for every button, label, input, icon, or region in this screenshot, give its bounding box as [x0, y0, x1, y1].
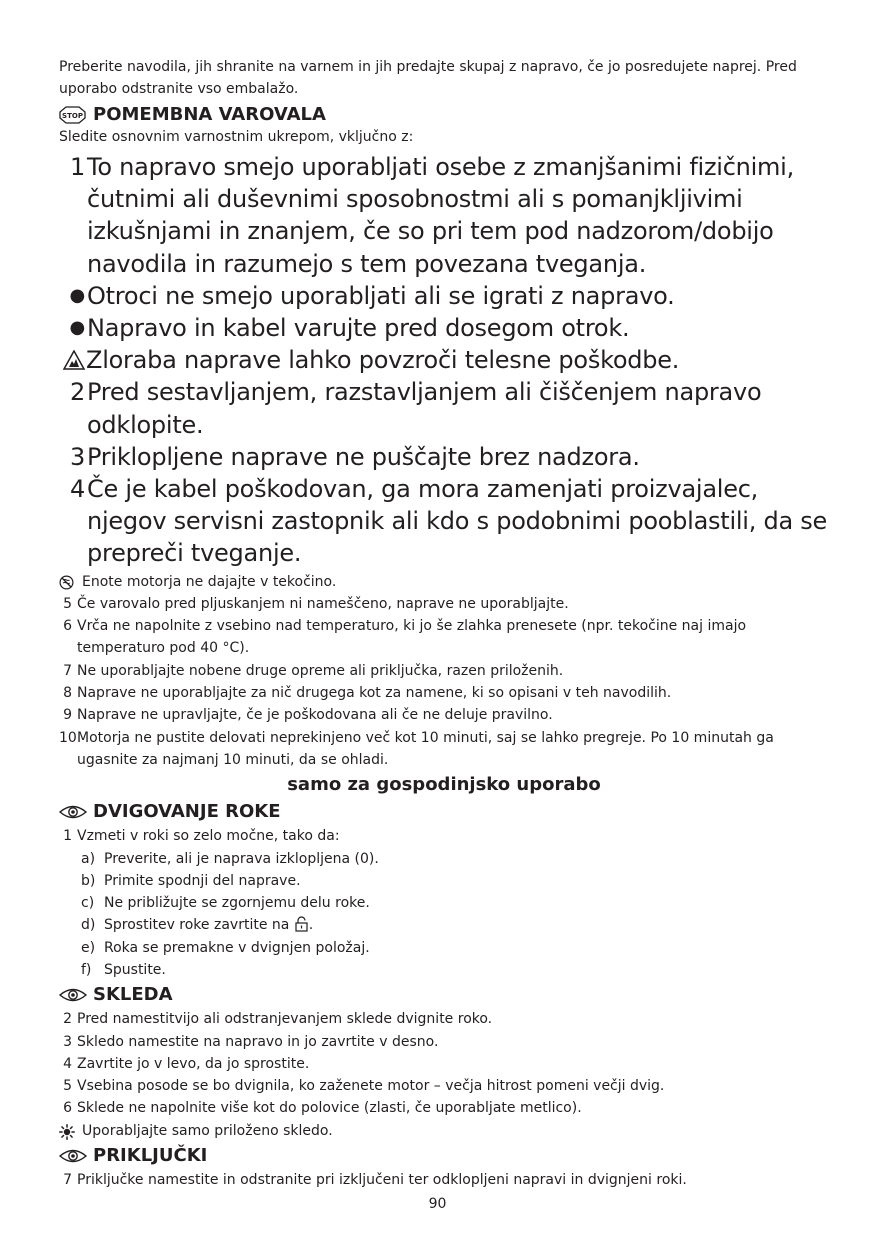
safety-subheading: Sledite osnovnim varnostnim ukrepom, vključno z: — [59, 128, 414, 145]
list-item — [59, 1120, 829, 1142]
item-text: Ne približujte se zgornjemu delu roke. — [104, 895, 370, 912]
list-item — [59, 312, 829, 344]
item-text: Če varovalo pred pljuskanjem ni nameščeno, naprave ne uporabljajte. — [77, 595, 569, 612]
unlock-icon — [295, 916, 308, 932]
eye-icon — [59, 987, 87, 1003]
item-number: 6 — [63, 1100, 72, 1117]
item-number: 4 — [69, 474, 85, 503]
list-item — [59, 151, 829, 280]
list-item — [59, 1031, 829, 1053]
manual-page — [59, 56, 829, 1191]
no-liquid-icon — [59, 571, 81, 590]
arm-heading-text: DVIGOVANJE ROKE — [93, 801, 281, 823]
item-text: Naprave ne uporabljajte za nič drugega kot za namene, ki so opisani v teh navodilih. — [77, 685, 672, 702]
eye-icon — [59, 1148, 87, 1164]
item-text: Roka se premakne v dvignjen položaj. — [104, 939, 370, 956]
eye-icon — [59, 804, 87, 820]
attachments-heading-text: PRIKLJUČKI — [93, 1145, 208, 1167]
list-item — [59, 1097, 829, 1119]
list-item — [59, 376, 829, 440]
sub-item-marker: e) — [81, 939, 96, 956]
item-text: Zavrtite jo v levo, da jo sprostite. — [77, 1055, 310, 1072]
item-text: Če je kabel poškodovan, ga mora zamenjati proizvajalec, njegov servisni zastopnik ali kdo s podobnimi pooblastili, da se prepreči tveganje. — [87, 474, 828, 568]
page-number: 90 — [428, 1196, 447, 1212]
list-item — [59, 473, 829, 570]
item-number: 6 — [63, 618, 72, 635]
warning-icon — [59, 344, 85, 370]
item-text: Spustite. — [104, 961, 166, 978]
list-item — [59, 825, 829, 847]
list-item — [59, 441, 829, 473]
item-text: Primite spodnji del naprave. — [104, 872, 301, 889]
bullet: ● — [69, 284, 85, 306]
item-text: Enote motorja ne dajajte v tekočino. — [82, 573, 337, 590]
list-item — [59, 727, 829, 772]
item-text: Sklede ne napolnite više kot do polovice (zlasti, če uporabljate metlico). — [77, 1100, 582, 1117]
list-item — [59, 571, 829, 593]
stop-icon — [59, 106, 87, 124]
attachments-heading — [59, 1143, 829, 1169]
list-item — [59, 660, 829, 682]
svg-text:STOP: STOP — [62, 111, 83, 120]
item-number: 1 — [63, 828, 72, 845]
sub-item-marker: a) — [81, 850, 96, 867]
bowl-list — [59, 1008, 829, 1142]
item-number: 4 — [63, 1055, 72, 1072]
large-safety-list — [59, 151, 829, 570]
item-text: Vrča ne napolnite z vsebino nad temperaturo, ki jo še zlahka prenesete (npr. tekočine naj imajo temperaturo pod 40 °C). — [77, 618, 747, 657]
item-number: 1 — [69, 152, 85, 181]
item-number: 9 — [63, 707, 72, 724]
bowl-heading-text: SKLEDA — [93, 984, 173, 1006]
item-number: 3 — [69, 442, 85, 471]
item-number: 5 — [63, 1078, 72, 1095]
item-text: Uporabljajte samo priloženo skledo. — [82, 1122, 333, 1139]
sub-item — [59, 959, 829, 981]
list-item — [59, 344, 829, 376]
sub-item-marker: d) — [81, 917, 96, 934]
item-text-main: Sprostitev roke zavrtite na — [104, 917, 290, 934]
list-item — [59, 1169, 829, 1191]
sub-item — [59, 870, 829, 892]
item-text: Vzmeti v roki so zelo močne, tako da: — [77, 828, 340, 845]
sub-item — [59, 848, 829, 870]
arm-heading — [59, 799, 829, 825]
sun-icon — [59, 1120, 81, 1140]
item-number: 8 — [63, 685, 72, 702]
household-use-note: samo za gospodinjsko uporabo — [287, 774, 601, 796]
item-text: Motorja ne pustite delovati neprekinjeno več kot 10 minuti, saj se lahko pregreje. Po 10 minutah ga ugasnite za najmanj 10 minuti, da se ohladi. — [77, 729, 774, 768]
safety-heading — [59, 102, 829, 128]
item-number: 5 — [63, 595, 72, 612]
safety-heading-text: POMEMBNA VAROVALA — [93, 103, 326, 125]
list-item — [59, 1053, 829, 1075]
item-text: Pred namestitvijo ali odstranjevanjem sklede dvignite roko. — [77, 1011, 493, 1028]
item-text: Priklopljene naprave ne puščajte brez nadzora. — [87, 442, 640, 471]
list-item — [59, 615, 829, 660]
sub-item-marker: c) — [81, 895, 95, 912]
item-text: Zloraba naprave lahko povzroči telesne poškodbe. — [86, 346, 680, 375]
intro-text: Preberite navodila, jih shranite na varnem in jih predajte skupaj z napravo, če jo posredujete naprej. Pred uporabo odstranite vso embalažo. — [59, 59, 797, 98]
item-number: 7 — [63, 1172, 72, 1189]
item-number: 2 — [63, 1011, 72, 1028]
item-text: Pred sestavljanjem, razstavljanjem ali čiščenjem napravo odklopite. — [87, 378, 762, 439]
item-number: 2 — [69, 378, 85, 407]
sub-item-marker: b) — [81, 872, 96, 889]
item-text: Naprave ne upravljajte, če je poškodovana ali če ne deluje pravilno. — [77, 707, 553, 724]
item-number: 10 — [59, 729, 77, 746]
item-text: Ne uporabljajte nobene druge opreme ali priključka, razen priloženih. — [77, 662, 564, 679]
sub-item — [59, 892, 829, 914]
item-text: Otroci ne smejo uporabljati ali se igrati z napravo. — [87, 281, 675, 310]
list-item — [59, 1075, 829, 1097]
item-text: Priključke namestite in odstranite pri izključeni ter odklopljeni napravi in dvignjeni roki. — [77, 1172, 687, 1189]
list-item — [59, 1008, 829, 1030]
item-text: Skledo namestite na napravo in jo zavrtite v desno. — [77, 1033, 439, 1050]
list-item — [59, 704, 829, 726]
sub-item — [59, 914, 829, 936]
list-item — [59, 682, 829, 704]
attachments-list — [59, 1169, 829, 1191]
item-number: 3 — [63, 1033, 72, 1050]
small-safety-list — [59, 571, 829, 772]
bullet: ● — [69, 316, 85, 338]
item-text: Preverite, ali je naprava izklopljena (0). — [104, 850, 379, 867]
sub-item — [59, 937, 829, 959]
item-text-suffix: . — [308, 917, 314, 934]
item-text: To napravo smejo uporabljati osebe z zmanjšanimi fizičnimi, čutnimi ali duševnimi sposobnostmi ali s pomanjkljivimi izkušnjami in znanjem, če so pri tem pod nadzorom/dobijo navodila in razumejo s tem povezana tveganja. — [87, 152, 794, 278]
item-number: 7 — [63, 662, 72, 679]
item-text: Vsebina posode se bo dvignila, ko zaženete motor – večja hitrost pomeni večji dvig. — [77, 1078, 665, 1095]
arm-list — [59, 825, 829, 981]
bowl-heading — [59, 982, 829, 1008]
list-item — [59, 280, 829, 312]
item-text — [104, 914, 829, 936]
list-item — [59, 593, 829, 615]
item-text: Napravo in kabel varujte pred dosegom otrok. — [87, 313, 630, 342]
sub-item-marker: f) — [81, 961, 92, 978]
